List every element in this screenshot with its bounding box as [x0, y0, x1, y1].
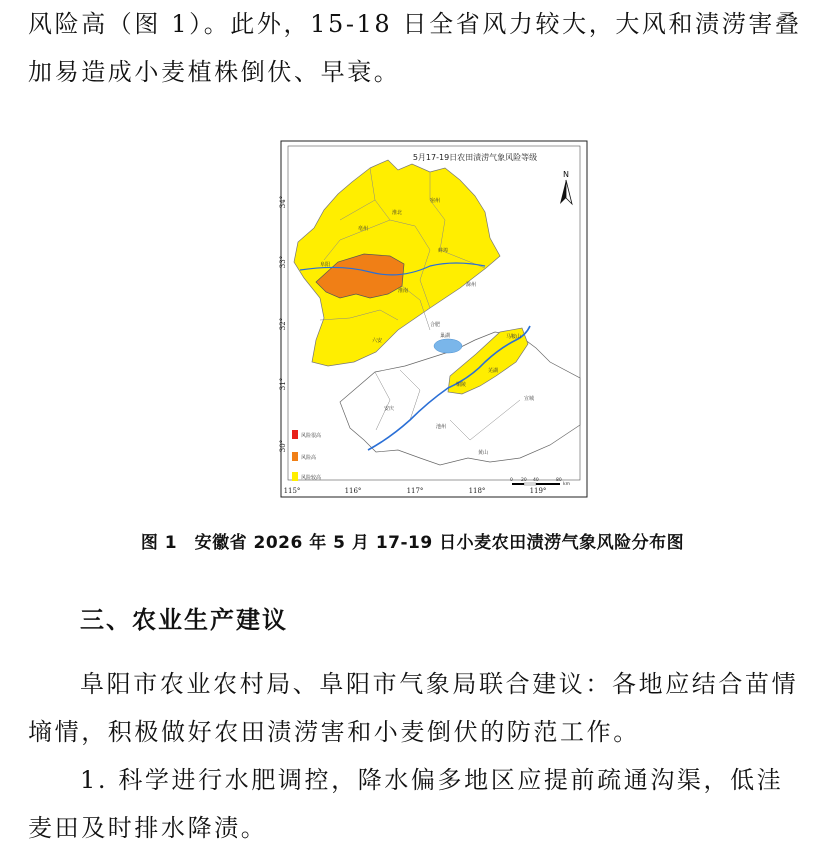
- scale-tick: 0: [510, 478, 513, 483]
- city-label: 宿州: [430, 198, 441, 204]
- lon-label: 116°: [344, 487, 362, 495]
- lat-label: 32°: [279, 317, 287, 331]
- legend-label: 风险高: [301, 455, 317, 461]
- scale-tick: 40: [533, 478, 539, 483]
- intro-paragraph: 风险高（图 1）。此外，15-18 日全省风力较大，大风和渍涝害叠加易造成小麦植株倒伏、早衰。: [28, 10, 802, 86]
- city-label: 铜陵: [456, 382, 467, 388]
- risk-map-figure: [280, 140, 588, 498]
- map-title: 5月17-19日农田渍涝气象风险等级: [412, 153, 538, 162]
- lat-label: 34°: [279, 195, 287, 209]
- chaohu-lake: [434, 339, 462, 353]
- section-heading: 三、农业生产建议: [80, 606, 288, 634]
- lat-label: 30°: [279, 439, 287, 453]
- scale-unit: km: [563, 482, 570, 487]
- city-label: 亳州: [358, 226, 369, 232]
- item1-paragraph: 1. 科学进行水肥调控，降水偏多地区应提前疏通沟渠，低洼麦田及时排水降渍。: [28, 766, 784, 842]
- city-label: 滁州: [466, 282, 477, 288]
- city-label: 芜湖: [488, 368, 499, 374]
- legend-label: 风险较高: [301, 475, 322, 481]
- city-label: 蚌埠: [438, 248, 449, 254]
- city-label: 六安: [372, 338, 383, 344]
- city-label: 黄山: [478, 450, 489, 456]
- legend-swatch-very-high: [292, 430, 298, 439]
- city-label: 阜阳: [320, 262, 331, 268]
- lon-label: 115°: [283, 487, 301, 495]
- city-label: 安庆: [384, 406, 395, 412]
- north-label: N: [563, 170, 569, 179]
- city-label: 淮南: [398, 288, 409, 294]
- legend-swatch-mid: [292, 472, 298, 481]
- city-label: 宣城: [524, 396, 535, 402]
- legend-label: 风险很高: [301, 433, 322, 439]
- lon-label: 118°: [468, 487, 486, 495]
- city-label: 马鞍山: [506, 334, 522, 340]
- lon-label: 119°: [529, 487, 547, 495]
- city-label: 淮北: [392, 210, 403, 216]
- lat-label: 33°: [279, 255, 287, 269]
- legend-swatch-high: [292, 452, 298, 461]
- advice-paragraph: 阜阳市农业农村局、阜阳市气象局联合建议：各地应结合苗情墒情，积极做好农田渍涝害和小麦倒伏的防范工作。: [28, 670, 799, 746]
- scale-tick: 80: [556, 478, 562, 483]
- lake-label: 巢湖: [440, 333, 451, 339]
- city-label: 合肥: [430, 322, 441, 328]
- figure-caption: 图 1 安徽省 2026 年 5 月 17-19 日小麦农田渍涝气象风险分布图: [140, 533, 685, 553]
- lon-label: 117°: [406, 487, 424, 495]
- lat-label: 31°: [279, 377, 287, 391]
- scale-tick: 20: [521, 478, 527, 483]
- city-label: 池州: [436, 424, 447, 430]
